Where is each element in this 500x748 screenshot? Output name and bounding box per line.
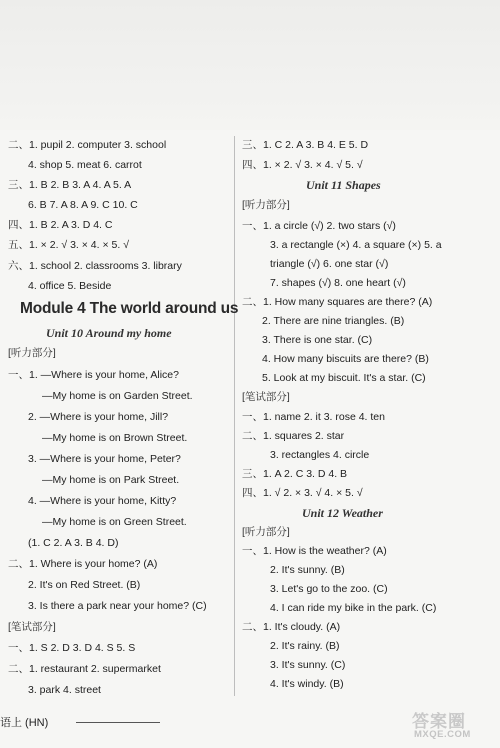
answer-line: 3. —Where is your home, Peter? [28,453,181,465]
section-heading: [听力部分] [242,526,290,538]
section-heading: [笔试部分] [8,621,56,633]
right-column [242,136,494,706]
answer-line: 2. It's sunny. (B) [270,564,345,576]
answer-line: 一、1. name 2. it 3. rose 4. ten [242,411,385,423]
answer-line: 三、1. B 2. B 3. A 4. A 5. A [8,179,132,191]
answer-line: —My home is on Green Street. [42,516,187,528]
answer-line: 7. shapes (√) 8. one heart (√) [270,277,406,289]
answer-line: 二、1. squares 2. star [242,430,345,442]
answer-line: 4. office 5. Beside [28,280,112,292]
answer-line: 2. It's on Red Street. (B) [28,579,141,591]
answer-line: 4. It's windy. (B) [270,678,344,690]
answer-line: 三、1. C 2. A 3. B 4. E 5. D [242,139,369,151]
answer-line: 二、1. It's cloudy. (A) [242,621,341,633]
page-footer [0,706,500,748]
answer-line: 3. Is there a park near your home? (C) [28,600,207,612]
answer-line: 一、1. a circle (√) 2. two stars (√) [242,220,396,232]
answer-line: 4. How many biscuits are there? (B) [262,353,429,365]
answer-line: 3. There is one star. (C) [262,334,373,346]
answer-line: 一、1. How is the weather? (A) [242,545,387,557]
watermark-url: MXQE.COM [414,729,471,740]
answer-line: 2. There are nine triangles. (B) [262,315,405,327]
answer-line: —My home is on Brown Street. [42,432,188,444]
blank-page-top [0,0,500,130]
answer-line: 2. —Where is your home, Jill? [28,411,169,423]
footer-label: 语上 (HN) [0,717,49,729]
answer-line: 2. It's rainy. (B) [270,640,340,652]
watermark-logo [412,707,500,747]
answer-line: 二、1. How many squares are there? (A) [242,296,433,308]
answer-line: 四、1. B 2. A 3. D 4. C [8,219,113,231]
answer-line: 5. Look at my biscuit. It's a star. (C) [262,372,426,384]
unit-title: Unit 11 Shapes [306,178,381,192]
answer-line: —My home is on Garden Street. [42,390,193,402]
answer-line: 二、1. restaurant 2. supermarket [8,663,161,675]
watermark-text: 答案圈 [412,712,466,731]
answer-line: 一、1. —Where is your home, Alice? [8,369,179,381]
unit-title: Unit 10 Around my home [46,326,172,340]
answer-line: 4. —Where is your home, Kitty? [28,495,177,507]
unit-title: Unit 12 Weather [302,506,383,520]
answer-line: 3. rectangles 4. circle [270,449,370,461]
module-title: Module 4 The world around us [20,300,239,317]
answer-line: 四、1. √ 2. × 3. √ 4. × 5. √ [242,487,363,499]
answer-line: 3. It's sunny. (C) [270,659,346,671]
answer-line: 二、1. pupil 2. computer 3. school [8,139,167,151]
answer-line: —My home is on Park Street. [42,474,180,486]
answer-line: 一、1. S 2. D 3. D 4. S 5. S [8,642,136,654]
answer-line: 四、1. × 2. √ 3. × 4. √ 5. √ [242,159,363,171]
section-heading: [笔试部分] [242,391,290,403]
answer-line: 六、1. school 2. classrooms 3. library [8,260,182,272]
answer-line: 三、1. A 2. C 3. D 4. B [242,468,348,480]
answer-line: 6. B 7. A 8. A 9. C 10. C [28,199,138,211]
footer-rule [76,722,160,723]
answer-line: 二、1. Where is your home? (A) [8,558,158,570]
answer-line: (1. C 2. A 3. B 4. D) [28,537,119,549]
answer-line: triangle (√) 6. one star (√) [270,258,389,270]
answer-line: 4. I can ride my bike in the park. (C) [270,602,437,614]
answer-line: 3. park 4. street [28,684,101,696]
answer-line: 3. a rectangle (×) 4. a square (×) 5. a [270,239,442,251]
answer-line: 4. shop 5. meat 6. carrot [28,159,142,171]
left-column [8,136,244,706]
section-heading: [听力部分] [242,199,290,211]
section-heading: [听力部分] [8,347,56,359]
answer-line: 五、1. × 2. √ 3. × 4. × 5. √ [8,239,129,251]
answer-line: 3. Let's go to the zoo. (C) [270,583,388,595]
